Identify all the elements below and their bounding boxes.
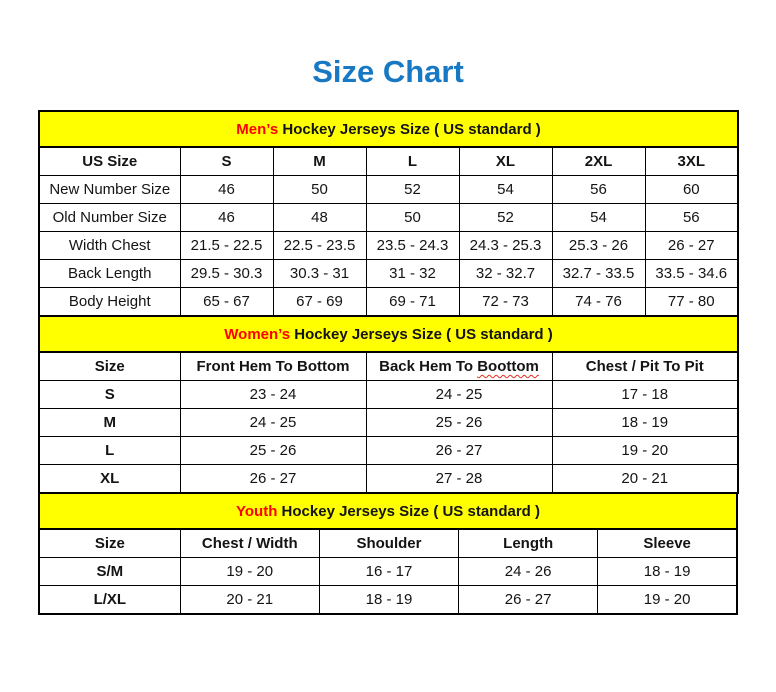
youth-header-rest: Hockey Jerseys Size ( US standard ): [277, 502, 540, 520]
cell: 27 - 28: [366, 465, 552, 494]
column-header-m: M: [273, 147, 366, 176]
womens-column-header-row: [39, 352, 738, 381]
table-row: [39, 381, 738, 409]
cell: 26 - 27: [180, 465, 366, 494]
youth-column-header-row: [39, 529, 737, 558]
mens-section-header: [39, 111, 738, 147]
table-row: [39, 465, 738, 494]
cell: 17 - 18: [552, 381, 738, 409]
cell: 60: [645, 176, 738, 204]
youth-size-table: [38, 492, 738, 615]
cell: 19 - 20: [180, 558, 319, 586]
cell: 69 - 71: [366, 288, 459, 317]
row-label: M: [39, 409, 180, 437]
cell: 31 - 32: [366, 260, 459, 288]
row-label: S: [39, 381, 180, 409]
cell: 32 - 32.7: [459, 260, 552, 288]
mens-highlight-word: Men’s: [236, 120, 279, 138]
column-header-front-hem: Front Hem To Bottom: [180, 352, 366, 381]
cell: 22.5 - 23.5: [273, 232, 366, 260]
cell: 48: [273, 204, 366, 232]
cell: 33.5 - 34.6: [645, 260, 738, 288]
column-header-2xl: 2XL: [552, 147, 645, 176]
row-label: Width Chest: [39, 232, 180, 260]
column-header-length: Length: [459, 529, 598, 558]
table-row: [39, 232, 738, 260]
cell: 19 - 20: [598, 586, 737, 615]
cell: 56: [645, 204, 738, 232]
row-label: Body Height: [39, 288, 180, 317]
cell: 24 - 25: [180, 409, 366, 437]
cell: 46: [180, 204, 273, 232]
mens-size-table: [38, 110, 739, 317]
column-header-shoulder: Shoulder: [319, 529, 458, 558]
cell: 16 - 17: [319, 558, 458, 586]
table-row: [39, 558, 737, 586]
column-header-l: L: [366, 147, 459, 176]
column-header-s: S: [180, 147, 273, 176]
cell: 29.5 - 30.3: [180, 260, 273, 288]
column-header-sleeve: Sleeve: [598, 529, 737, 558]
cell: 20 - 21: [180, 586, 319, 615]
table-row: [39, 288, 738, 317]
column-header-size: Size: [39, 352, 180, 381]
cell: 52: [459, 204, 552, 232]
mens-column-header-row: [39, 147, 738, 176]
cell: 67 - 69: [273, 288, 366, 317]
column-header-chest-width: Chest / Width: [180, 529, 319, 558]
column-header-back-hem: Back Hem To Boottom: [366, 352, 552, 381]
cell: 25 - 26: [366, 409, 552, 437]
cell: 21.5 - 22.5: [180, 232, 273, 260]
cell: 26 - 27: [459, 586, 598, 615]
youth-highlight-word: Youth: [236, 502, 278, 520]
cell: 25.3 - 26: [552, 232, 645, 260]
row-label: L: [39, 437, 180, 465]
row-label: L/XL: [39, 586, 180, 615]
column-header-xl: XL: [459, 147, 552, 176]
cell: 54: [459, 176, 552, 204]
youth-section-header-row: [39, 493, 737, 529]
cell: 30.3 - 31: [273, 260, 366, 288]
cell: 50: [273, 176, 366, 204]
table-row: [39, 204, 738, 232]
table-row: [39, 586, 737, 615]
womens-size-table: [38, 315, 739, 494]
cell: 24 - 26: [459, 558, 598, 586]
table-row: [39, 260, 738, 288]
womens-header-rest: Hockey Jerseys Size ( US standard ): [290, 325, 553, 343]
womens-highlight-word: Women’s: [224, 325, 291, 343]
column-header-chest-pit: Chest / Pit To Pit: [552, 352, 738, 381]
row-label: Old Number Size: [39, 204, 180, 232]
page-title: Size Chart: [312, 54, 464, 89]
cell: 26 - 27: [645, 232, 738, 260]
cell: 23 - 24: [180, 381, 366, 409]
column-header-us-size: US Size: [39, 147, 180, 176]
youth-section-header: [39, 493, 737, 529]
row-label: XL: [39, 465, 180, 494]
table-row: [39, 409, 738, 437]
cell: 32.7 - 33.5: [552, 260, 645, 288]
cell: 77 - 80: [645, 288, 738, 317]
mens-section-header-row: [39, 111, 738, 147]
cell: 46: [180, 176, 273, 204]
womens-section-header-row: [39, 316, 738, 352]
cell: 26 - 27: [366, 437, 552, 465]
cell: 25 - 26: [180, 437, 366, 465]
cell: 23.5 - 24.3: [366, 232, 459, 260]
table-row: [39, 437, 738, 465]
cell: 18 - 19: [598, 558, 737, 586]
cell: 18 - 19: [319, 586, 458, 615]
cell: 52: [366, 176, 459, 204]
cell: 65 - 67: [180, 288, 273, 317]
row-label: S/M: [39, 558, 180, 586]
cell: 24.3 - 25.3: [459, 232, 552, 260]
column-header-size: Size: [39, 529, 180, 558]
cell: 24 - 25: [366, 381, 552, 409]
cell: 18 - 19: [552, 409, 738, 437]
cell: 72 - 73: [459, 288, 552, 317]
size-chart-page: [38, 54, 738, 615]
column-header-3xl: 3XL: [645, 147, 738, 176]
cell: 20 - 21: [552, 465, 738, 494]
misspelled-word: Boottom: [477, 358, 539, 375]
cell: 56: [552, 176, 645, 204]
row-label: New Number Size: [39, 176, 180, 204]
cell: 54: [552, 204, 645, 232]
cell: 50: [366, 204, 459, 232]
mens-header-rest: Hockey Jerseys Size ( US standard ): [278, 120, 541, 138]
cell: 74 - 76: [552, 288, 645, 317]
womens-section-header: [39, 316, 738, 352]
table-row: [39, 176, 738, 204]
row-label: Back Length: [39, 260, 180, 288]
cell: 19 - 20: [552, 437, 738, 465]
